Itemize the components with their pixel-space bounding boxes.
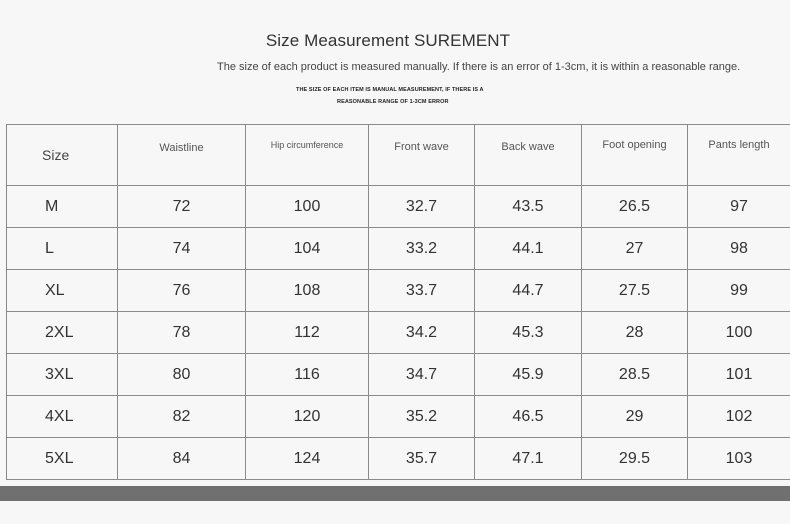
pants-length-cell: 100 xyxy=(688,312,790,354)
column-header-waistline: Waistline xyxy=(118,125,246,186)
foot-opening-cell: 28 xyxy=(582,312,688,354)
hip-cell: 100 xyxy=(246,186,369,228)
measurement-note-line-2: REASONABLE RANGE OF 1-3CM ERROR xyxy=(337,99,449,105)
measurement-note-line-1: THE SIZE OF EACH ITEM IS MANUAL MEASUREMENT, IF THERE IS A xyxy=(296,87,484,93)
back-wave-cell: 45.3 xyxy=(475,312,582,354)
front-wave-cell: 34.2 xyxy=(369,312,475,354)
table-row xyxy=(7,270,790,312)
front-wave-cell: 34.7 xyxy=(369,354,475,396)
pants-length-cell: 98 xyxy=(688,228,790,270)
front-wave-cell: 32.7 xyxy=(369,186,475,228)
waistline-cell: 80 xyxy=(118,354,246,396)
size-cell: M xyxy=(7,186,118,228)
foot-opening-cell: 26.5 xyxy=(582,186,688,228)
pants-length-cell: 102 xyxy=(688,396,790,438)
size-cell: 5XL xyxy=(7,438,118,480)
foot-opening-cell: 29.5 xyxy=(582,438,688,480)
back-wave-cell: 44.1 xyxy=(475,228,582,270)
size-cell: XL xyxy=(7,270,118,312)
waistline-cell: 74 xyxy=(118,228,246,270)
pants-length-cell: 97 xyxy=(688,186,790,228)
size-cell: L xyxy=(7,228,118,270)
column-header-front-wave: Front wave xyxy=(369,125,475,186)
hip-cell: 108 xyxy=(246,270,369,312)
table-row xyxy=(7,228,790,270)
waistline-cell: 82 xyxy=(118,396,246,438)
back-wave-cell: 47.1 xyxy=(475,438,582,480)
size-cell: 2XL xyxy=(7,312,118,354)
front-wave-cell: 33.2 xyxy=(369,228,475,270)
foot-opening-cell: 27 xyxy=(582,228,688,270)
foot-opening-cell: 27.5 xyxy=(582,270,688,312)
table-row xyxy=(7,312,790,354)
table-row xyxy=(7,438,790,480)
table-header-row xyxy=(7,125,790,186)
back-wave-cell: 44.7 xyxy=(475,270,582,312)
front-wave-cell: 33.7 xyxy=(369,270,475,312)
hip-cell: 112 xyxy=(246,312,369,354)
table-row xyxy=(7,186,790,228)
column-header-hip: Hip circumference xyxy=(246,125,369,186)
hip-cell: 124 xyxy=(246,438,369,480)
hip-cell: 116 xyxy=(246,354,369,396)
waistline-cell: 78 xyxy=(118,312,246,354)
column-header-foot-opening: Foot opening xyxy=(582,125,688,186)
page-title: Size Measurement SUREMENT xyxy=(265,31,511,50)
back-wave-cell: 45.9 xyxy=(475,354,582,396)
pants-length-cell: 101 xyxy=(688,354,790,396)
bottom-divider-bar xyxy=(0,486,790,501)
back-wave-cell: 46.5 xyxy=(475,396,582,438)
back-wave-cell: 43.5 xyxy=(475,186,582,228)
size-cell: 3XL xyxy=(7,354,118,396)
waistline-cell: 84 xyxy=(118,438,246,480)
pants-length-cell: 103 xyxy=(688,438,790,480)
foot-opening-cell: 28.5 xyxy=(582,354,688,396)
column-header-size: Size xyxy=(7,125,118,186)
size-cell: 4XL xyxy=(7,396,118,438)
pants-length-cell: 99 xyxy=(688,270,790,312)
foot-opening-cell: 29 xyxy=(582,396,688,438)
hip-cell: 120 xyxy=(246,396,369,438)
waistline-cell: 72 xyxy=(118,186,246,228)
column-header-pants-length: Pants length xyxy=(688,125,790,186)
page-subtitle: The size of each product is measured manually. If there is an error of 1-3cm, it is within a reasonable range. xyxy=(217,61,741,73)
table-row xyxy=(7,396,790,438)
size-chart-table xyxy=(6,124,790,480)
hip-cell: 104 xyxy=(246,228,369,270)
front-wave-cell: 35.7 xyxy=(369,438,475,480)
table-row xyxy=(7,354,790,396)
waistline-cell: 76 xyxy=(118,270,246,312)
front-wave-cell: 35.2 xyxy=(369,396,475,438)
column-header-back-wave: Back wave xyxy=(475,125,582,186)
